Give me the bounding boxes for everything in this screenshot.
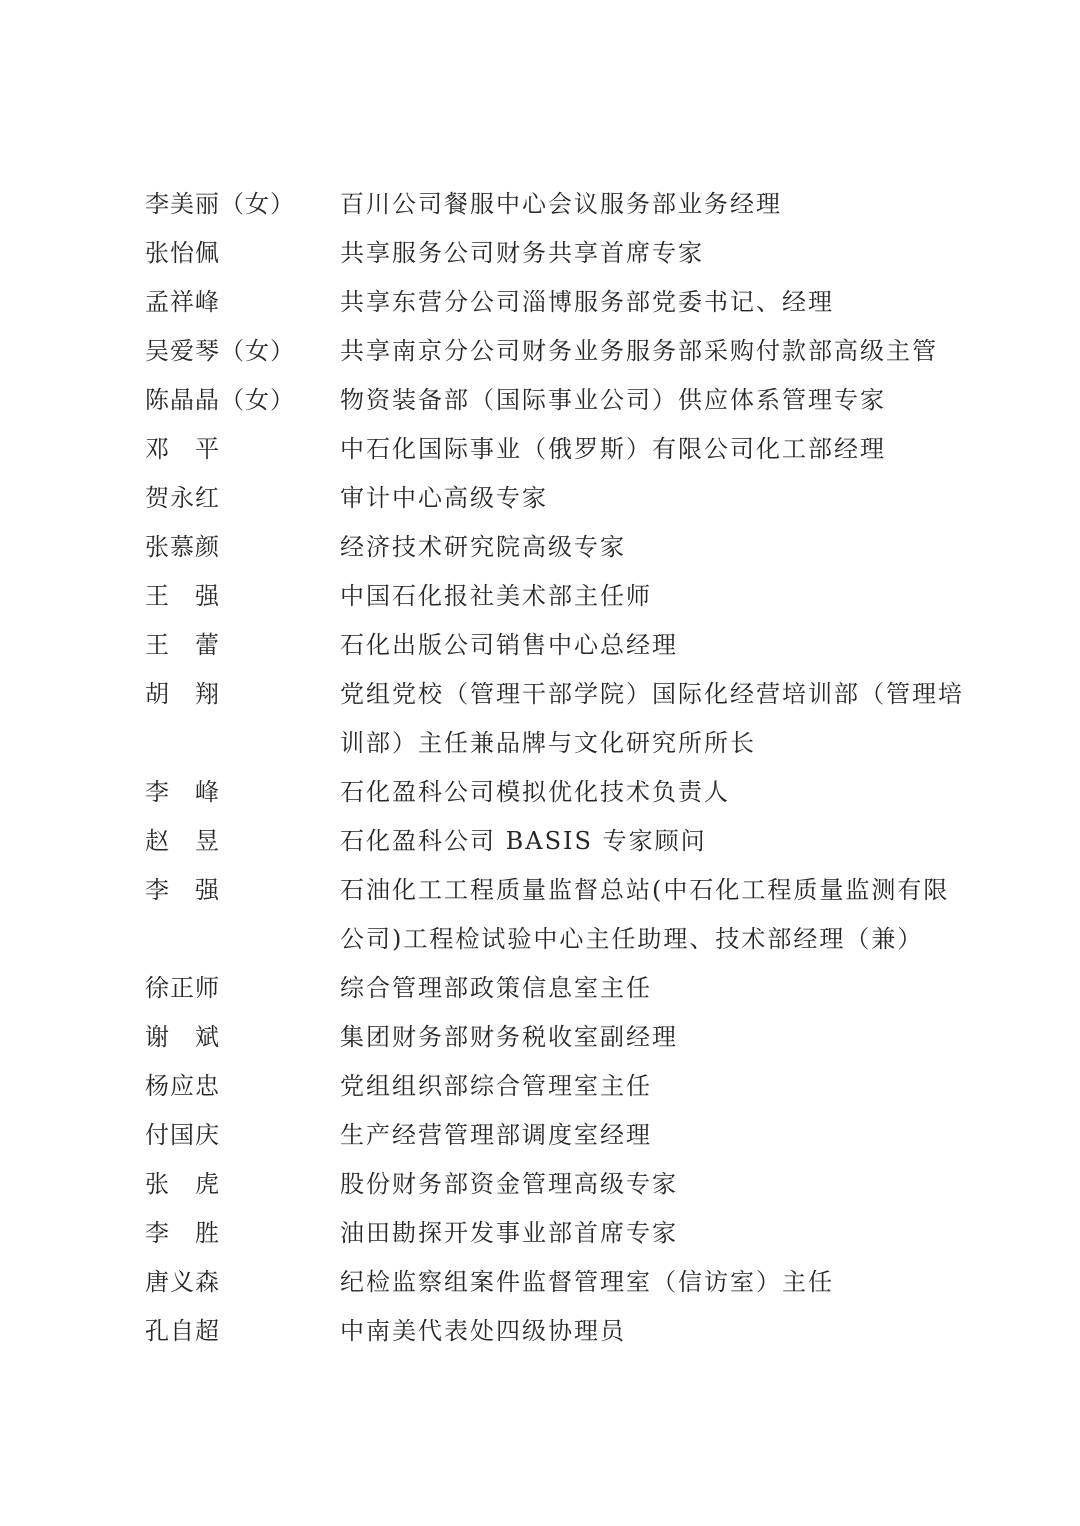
roster-row <box>145 229 965 278</box>
roster-row <box>145 768 965 817</box>
roster-row <box>145 964 965 1013</box>
person-name: 张 虎 <box>145 1170 220 1198</box>
person-name: 李 峰 <box>145 778 220 806</box>
person-title <box>340 523 950 572</box>
roster-row <box>145 866 965 964</box>
person-title <box>340 1013 950 1062</box>
roster-row <box>145 1209 965 1258</box>
roster-row <box>145 425 965 474</box>
person-name: 张怡佩 <box>145 239 220 267</box>
roster-row <box>145 1160 965 1209</box>
person-title-line: 纪检监察组案件监督管理室（信访室）主任 <box>340 1268 834 1296</box>
person-title-line: 公司)工程检试验中心主任助理、技术部经理（兼） <box>340 925 924 953</box>
person-title <box>340 1160 950 1209</box>
person-name: 张慕颜 <box>145 533 220 561</box>
person-name: 李美丽（女） <box>145 190 295 218</box>
person-name: 徐正师 <box>145 974 220 1002</box>
person-title-line: 石化出版公司销售中心总经理 <box>340 631 678 659</box>
person-title-line: 党组组织部综合管理室主任 <box>340 1072 652 1100</box>
person-title <box>340 670 964 768</box>
person-name: 贺永红 <box>145 484 220 512</box>
person-title-line: 共享东营分公司淄博服务部党委书记、经理 <box>340 288 834 316</box>
roster-row <box>145 376 965 425</box>
person-title-line: 股份财务部资金管理高级专家 <box>340 1170 678 1198</box>
person-name: 唐义森 <box>145 1268 220 1296</box>
person-title <box>340 768 950 817</box>
roster-row <box>145 670 965 768</box>
person-title-line: 共享南京分公司财务业务服务部采购付款部高级主管 <box>340 337 938 365</box>
person-title-line: 中南美代表处四级协理员 <box>340 1317 626 1345</box>
person-title <box>340 964 950 1013</box>
roster-row <box>145 621 965 670</box>
person-title-line: 石化盈科公司 BASIS 专家顾问 <box>340 827 707 855</box>
person-title-line: 经济技术研究院高级专家 <box>340 533 626 561</box>
roster-row <box>145 817 965 866</box>
person-title-line: 训部）主任兼品牌与文化研究所所长 <box>340 729 756 757</box>
person-title <box>340 376 950 425</box>
person-name: 谢 斌 <box>145 1023 220 1051</box>
person-name: 吴爱琴（女） <box>145 337 295 365</box>
person-name: 李 胜 <box>145 1219 220 1247</box>
person-title-line: 综合管理部政策信息室主任 <box>340 974 652 1002</box>
person-title <box>340 229 950 278</box>
person-title-line: 生产经营管理部调度室经理 <box>340 1121 652 1149</box>
roster-row <box>145 572 965 621</box>
person-title-line: 石油化工工程质量监督总站(中石化工程质量监测有限 <box>340 876 950 904</box>
person-title <box>340 817 950 866</box>
person-title <box>340 180 950 229</box>
person-title-line: 党组党校（管理干部学院）国际化经营培训部（管理培 <box>340 680 964 708</box>
person-title-line: 中国石化报社美术部主任师 <box>340 582 652 610</box>
person-title <box>340 572 950 621</box>
person-name: 杨应忠 <box>145 1072 220 1100</box>
roster-row <box>145 1013 965 1062</box>
roster-row <box>145 523 965 572</box>
person-title-line: 集团财务部财务税收室副经理 <box>340 1023 678 1051</box>
person-title-line: 中石化国际事业（俄罗斯）有限公司化工部经理 <box>340 435 886 463</box>
person-title-line: 物资装备部（国际事业公司）供应体系管理专家 <box>340 386 886 414</box>
person-title <box>340 1307 950 1356</box>
person-name: 王 蕾 <box>145 631 220 659</box>
personnel-roster <box>145 180 965 1356</box>
person-name: 赵 昱 <box>145 827 220 855</box>
person-title-line: 审计中心高级专家 <box>340 484 548 512</box>
person-title-line: 油田勘探开发事业部首席专家 <box>340 1219 678 1247</box>
person-title <box>340 474 950 523</box>
person-title-line: 共享服务公司财务共享首席专家 <box>340 239 704 267</box>
roster-row <box>145 474 965 523</box>
person-title <box>340 327 950 376</box>
person-title <box>340 1209 950 1258</box>
person-name: 付国庆 <box>145 1121 220 1149</box>
roster-row <box>145 180 965 229</box>
person-title <box>340 1258 950 1307</box>
roster-row <box>145 327 965 376</box>
roster-row <box>145 278 965 327</box>
person-name: 孔自超 <box>145 1317 220 1345</box>
person-name: 邓 平 <box>145 435 220 463</box>
person-title <box>340 621 950 670</box>
person-title-line: 百川公司餐服中心会议服务部业务经理 <box>340 190 782 218</box>
person-title <box>340 1062 950 1111</box>
person-title <box>340 425 950 474</box>
person-name: 王 强 <box>145 582 220 610</box>
roster-row <box>145 1111 965 1160</box>
person-title <box>340 866 950 964</box>
person-title <box>340 278 950 327</box>
roster-row <box>145 1307 965 1356</box>
person-name: 孟祥峰 <box>145 288 220 316</box>
person-name: 胡 翔 <box>145 680 220 708</box>
roster-row <box>145 1062 965 1111</box>
roster-row <box>145 1258 965 1307</box>
person-name: 陈晶晶（女） <box>145 386 295 414</box>
person-name: 李 强 <box>145 876 220 904</box>
person-title <box>340 1111 950 1160</box>
person-title-line: 石化盈科公司模拟优化技术负责人 <box>340 778 730 806</box>
